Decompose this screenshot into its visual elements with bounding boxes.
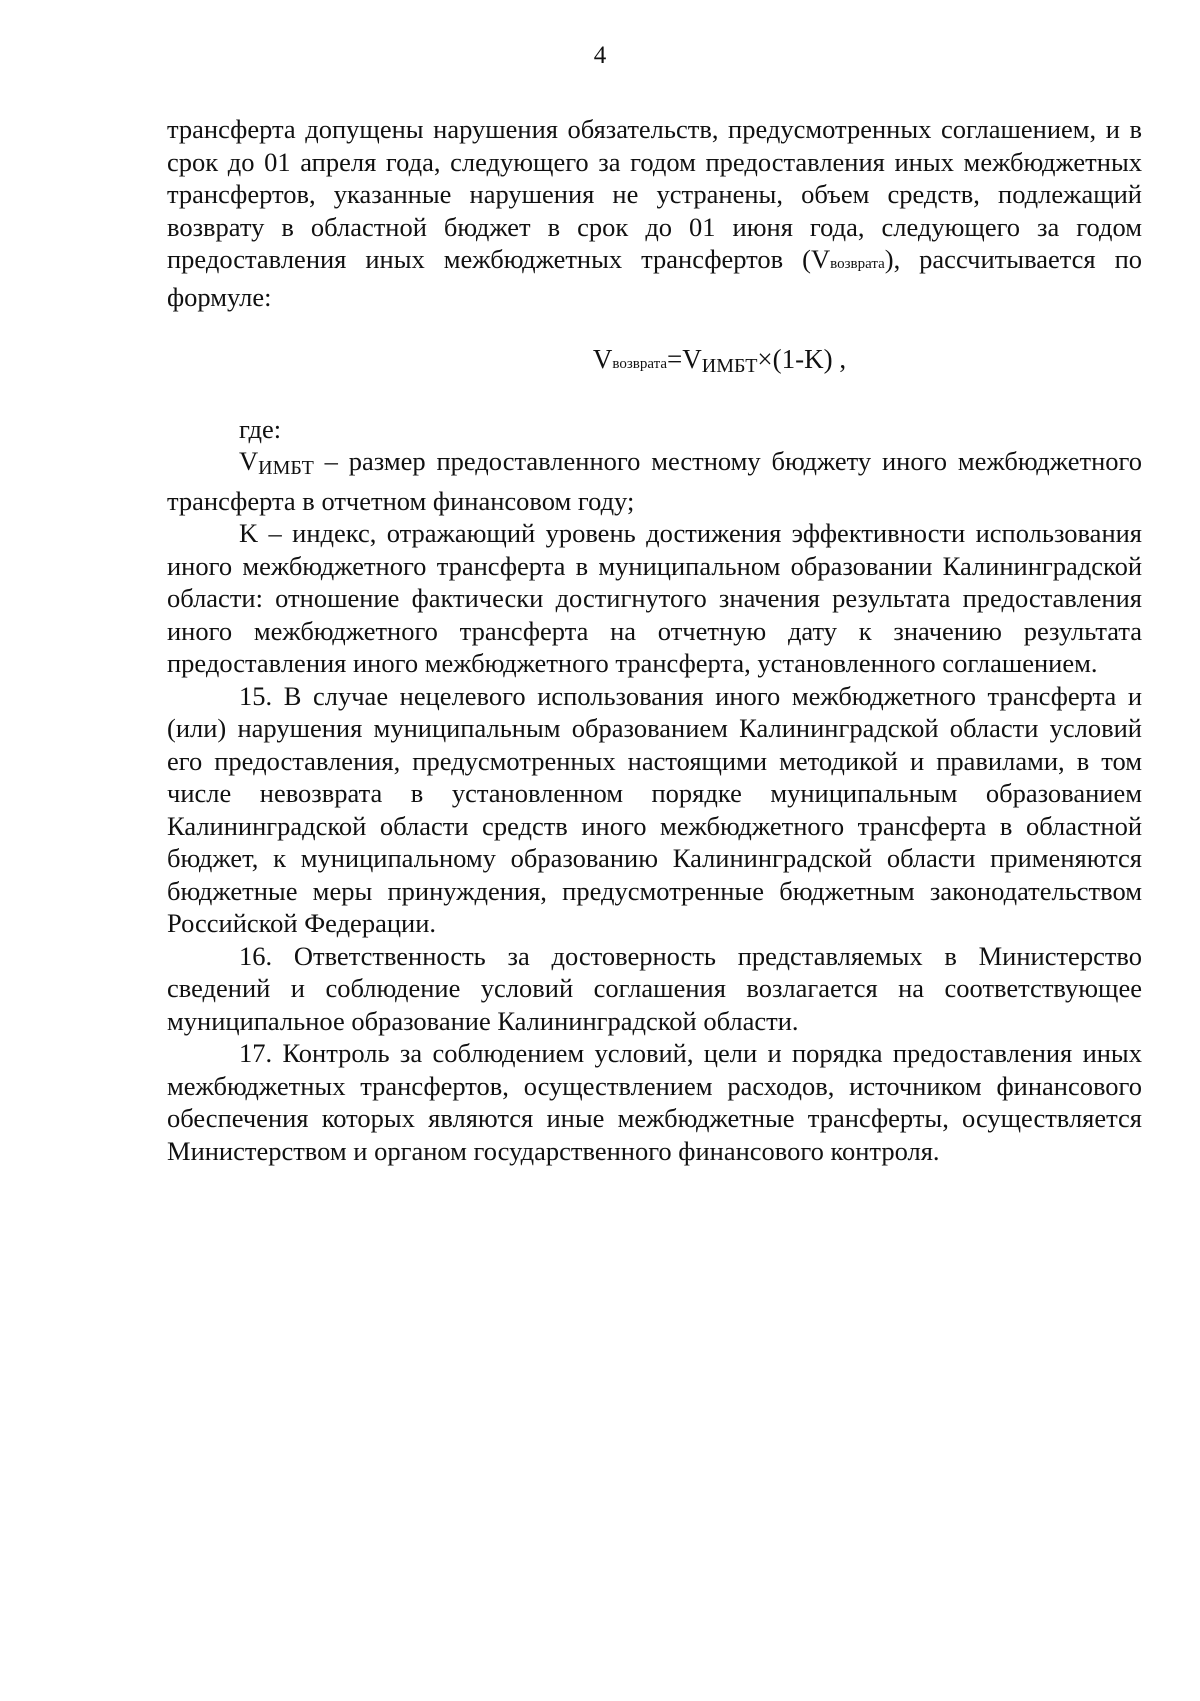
- def-vimbt-text: – размер предоставленного местному бюджету иного межбюджетного трансферта в отчетном финансовом году;: [167, 446, 1142, 516]
- paragraph-17: 17. Контроль за соблюдением условий, цели и порядка предоставления иных межбюджетных трансфертов, осуществлением расходов, источником финансового обеспечения которых являются иные межбюджетные трансферты, осуществляется Министерством и органом государственного финансового контроля.: [167, 1038, 1142, 1166]
- paragraph-15: 15. В случае нецелевого использования иного межбюджетного трансферта и (или) нарушения муниципальным образованием Калининградской области условий его предоставления, предусмотренных настоящими методикой и правилами, в том числе невозврата в установленном порядке муниципальным образованием Калининградской области средств иного межбюджетного трансферта в областной бюджет, к муниципальному образованию Калининградской области применяются бюджетные меры принуждения, предусмотренные бюджетным законодательством Российской Федерации.: [167, 680, 1142, 938]
- page-number: 4: [593, 42, 607, 69]
- formula-sub2: ИМБТ: [701, 355, 758, 377]
- def-vimbt-v: V: [239, 446, 259, 476]
- def-vimbt-sub: ИМБТ: [258, 457, 314, 479]
- where-label: где:: [239, 413, 282, 444]
- intro-paren: (V: [783, 244, 831, 274]
- intro-subscript: возврата: [830, 256, 885, 272]
- formula-eq: =V: [667, 344, 702, 374]
- definition-vimbt: [167, 445, 1142, 517]
- formula-v1: V: [592, 344, 613, 374]
- formula-sub1: возврата: [612, 356, 668, 372]
- paragraph-16: 16. Ответственность за достоверность представляемых в Министерство сведений и соблюдение условий соглашения возлагается на соответствующее муниципальное образование Калининградской области.: [167, 940, 1142, 1036]
- intro-text: трансферта допущены нарушения обязательств, предусмотренных соглашением, и в срок до 01 апреля года, следующего за годом предоставления иных межбюджетных трансфертов, указанные нарушения не устранены, объем средств, подлежащий возврату в областной бюджет в срок до 01 июня года, следующего за годом предоставления иных межбюджетных трансфертов: [167, 114, 1142, 274]
- formula-rest: ×(1-K) ,: [757, 344, 847, 374]
- intro-tail: ), рассчитывается по формуле:: [167, 244, 1143, 312]
- formula: [297, 343, 1142, 383]
- intro-paragraph: [167, 113, 1142, 313]
- document-body: [167, 113, 1142, 1167]
- definition-k: K – индекс, отражающий уровень достижения эффективности использования иного межбюджетного трансферта в муниципальном образовании Калининградской области: отношение фактически достигнутого значения результата предоставления иного межбюджетного трансферта на отчетную дату к значению результата предоставления иного межбюджетного трансферта, установленного соглашением.: [167, 518, 1142, 678]
